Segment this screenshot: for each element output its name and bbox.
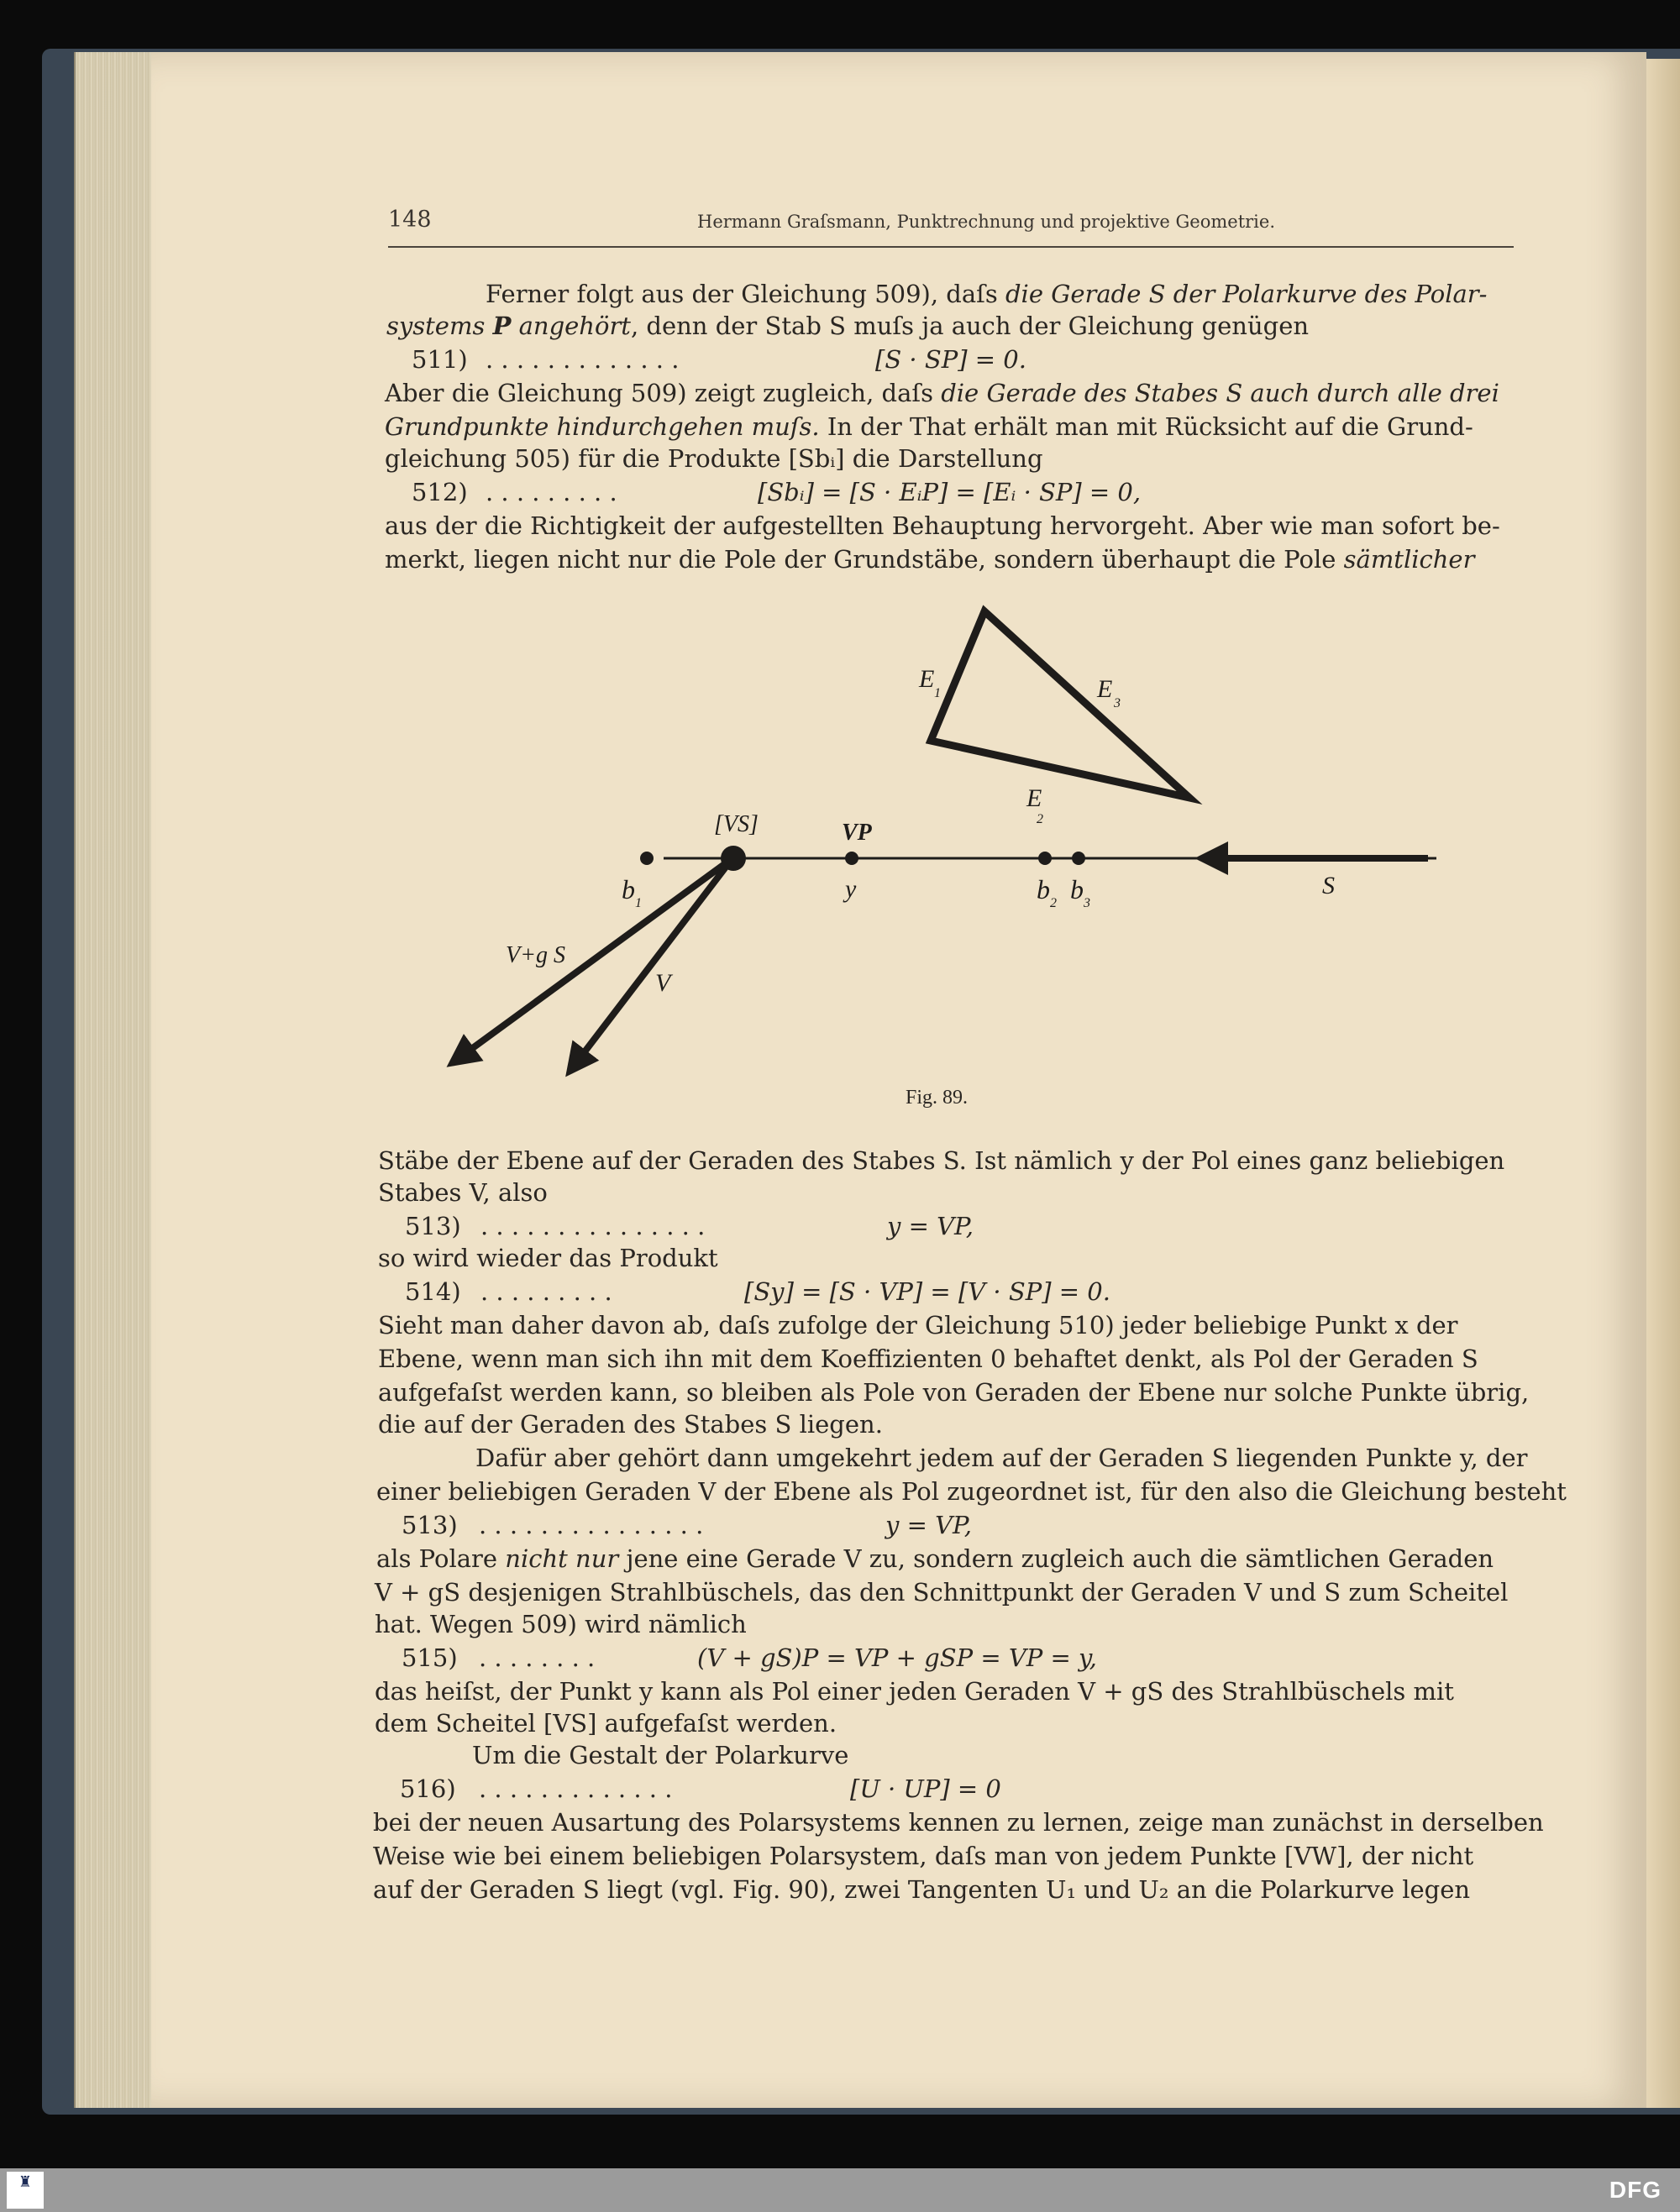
- dfg-logo: DFG: [1609, 2177, 1662, 2203]
- label-e2: E: [1026, 784, 1042, 812]
- equation-number: 515): [402, 1643, 458, 1672]
- page-edges: [74, 52, 155, 2108]
- italic-span: systems: [386, 312, 493, 340]
- label-b2: b: [1037, 874, 1050, 904]
- running-title: Hermann Graſsmann, Punktrechnung und projektive Geometrie.: [697, 212, 1276, 232]
- viewer-footer-bar: [0, 2168, 1680, 2212]
- next-page-edge: [1646, 59, 1680, 2108]
- italic-span: die Gerade S der Polarkurve des Polar-: [1005, 280, 1488, 308]
- point-b3: [1072, 852, 1085, 865]
- text-span: In der That erhält man mit Rücksicht auf die Grund-: [819, 412, 1473, 441]
- equation-formula: (V + gS)P = VP + gSP = VP = y,: [697, 1643, 1097, 1672]
- label-e3: E: [1097, 675, 1113, 703]
- text-span: als Polare: [376, 1544, 506, 1573]
- figure-89: [420, 588, 1512, 1109]
- text-line: [386, 309, 1309, 343]
- equation-formula: [S · SP] = 0.: [875, 345, 1026, 374]
- library-logo: ♜: [7, 2172, 44, 2209]
- equation-formula: [Sbᵢ] = [S · EᵢP] = [Eᵢ · SP] = 0,: [758, 478, 1142, 506]
- text-line: [385, 376, 1499, 410]
- text-line: V + gS desjenigen Strahlbüschels, das den Schnittpunkt der Geraden V und S zum Scheitel: [375, 1578, 1509, 1607]
- page-number: 148: [388, 207, 432, 233]
- text-line: [486, 277, 1487, 311]
- text-line: so wird wieder das Produkt: [378, 1244, 718, 1272]
- label-s: S: [1322, 872, 1335, 899]
- point-vs: [721, 846, 746, 871]
- label-e1: E: [919, 665, 935, 693]
- text-line: dem Scheitel [VS] aufgefaſst werden.: [375, 1709, 837, 1738]
- text-line: gleichung 505) für die Produkte [Sbᵢ] die Darstellung: [385, 444, 1043, 473]
- header-rule: [388, 246, 1514, 248]
- text-span: jene eine Gerade V zu, sondern zugleich auch die sämtlichen Geraden: [618, 1544, 1494, 1573]
- text-line: bei der neuen Ausartung des Polarsystems kennen zu lernen, zeige man zunächst in derselben: [373, 1808, 1544, 1837]
- equation-leader: . . . . . . . . . . . . .: [486, 345, 680, 374]
- text-span: Ferner folgt aus der Gleichung 509), daſs: [486, 280, 1005, 308]
- point-b1: [640, 852, 654, 865]
- point-y: [845, 852, 858, 865]
- italic-span: Grundpunkte hindurchgehen muſs.: [385, 412, 820, 441]
- text-line: einer beliebigen Geraden V der Ebene als Pol zugeordnet ist, für den also die Gleichung besteht: [376, 1477, 1567, 1506]
- text-line: Stabes V, also: [378, 1178, 548, 1207]
- arrow-v-plus-gs: [452, 858, 732, 1063]
- point-b2: [1038, 852, 1052, 865]
- equation-leader: . . . . . . . . . . . . . . .: [479, 1511, 704, 1539]
- equation-number: 511): [412, 345, 468, 374]
- text-span: merkt, liegen nicht nur die Pole der Grundstäbe, sondern überhaupt die Pole: [385, 545, 1344, 574]
- equation-number: 516): [400, 1774, 456, 1803]
- label-y: y: [845, 875, 857, 903]
- label-e2-sub: 2: [1037, 812, 1043, 826]
- equation-leader: . . . . . . . . .: [486, 478, 617, 506]
- text-line: auf der Geraden S liegt (vgl. Fig. 90), zwei Tangenten U₁ und U₂ an die Polarkurve legen: [373, 1875, 1471, 1904]
- italic-span: sämtlicher: [1343, 545, 1475, 574]
- label-e1-sub: 1: [934, 686, 941, 700]
- text-line: Ebene, wenn man sich ihn mit dem Koeffizienten 0 behaftet denkt, als Pol der Geraden S: [378, 1344, 1478, 1373]
- equation-number: 514): [405, 1277, 461, 1306]
- text-line: aus der die Richtigkeit der aufgestellten Behauptung hervorgeht. Aber wie man sofort be-: [385, 511, 1500, 540]
- text-span: Aber die Gleichung 509) zeigt zugleich, daſs: [385, 379, 942, 407]
- equation-leader: . . . . . . . . . . . . . . .: [480, 1212, 706, 1240]
- equation-leader: . . . . . . . . .: [480, 1277, 612, 1306]
- label-b1: b: [622, 874, 635, 904]
- label-e3-sub: 3: [1114, 696, 1121, 710]
- text-line: Dafür aber gehört dann umgekehrt jedem auf der Geraden S liegenden Punkte y, der: [475, 1444, 1528, 1472]
- text-line: hat. Wegen 509) wird nämlich: [375, 1610, 747, 1638]
- label-b3: b: [1070, 874, 1084, 904]
- equation-formula: y = VP,: [887, 1212, 974, 1240]
- text-line: Weise wie bei einem beliebigen Polarsystem, daſs man von jedem Punkte [VW], der nicht: [373, 1842, 1474, 1870]
- italic-span: die Gerade des Stabes S auch durch alle drei: [941, 379, 1499, 407]
- bold-symbol: P: [492, 312, 512, 340]
- text-line: Sieht man daher davon ab, daſs zufolge der Gleichung 510) jeder beliebige Punkt x der: [378, 1311, 1458, 1339]
- text-line: das heiſst, der Punkt y kann als Pol einer jeden Geraden V + gS des Strahlbüschels mit: [375, 1677, 1454, 1706]
- equation-leader: . . . . . . . . . . . . .: [479, 1774, 673, 1803]
- italic-span: nicht nur: [505, 1544, 619, 1573]
- label-vp: VP: [842, 820, 872, 846]
- label-v-plus-gs: V+g S: [506, 942, 565, 968]
- italic-span: angehört: [511, 312, 631, 340]
- equation-formula: y = VP,: [885, 1511, 972, 1539]
- label-b1-sub: 1: [635, 896, 642, 910]
- text-span: , denn der Stab S muſs ja auch der Gleichung genügen: [630, 312, 1310, 340]
- equation-number: 513): [405, 1212, 461, 1240]
- text-line: die auf der Geraden des Stabes S liegen.: [378, 1410, 883, 1439]
- text-line: Um die Gestalt der Polarkurve: [472, 1741, 849, 1769]
- triangle-e1-e2-e3: [931, 611, 1189, 798]
- text-line: [385, 543, 1474, 576]
- figure-caption: Fig. 89.: [906, 1087, 969, 1109]
- label-b3-sub: 3: [1084, 896, 1090, 910]
- equation-leader: . . . . . . . .: [479, 1643, 596, 1672]
- equation-formula: [U · UP] = 0: [850, 1774, 1001, 1803]
- text-line: [376, 1542, 1494, 1575]
- label-v: V: [655, 969, 671, 997]
- text-line: aufgefaſst werden kann, so bleiben als Pole von Geraden der Ebene nur solche Punkte übrig,: [378, 1378, 1530, 1407]
- label-vs: [VS]: [714, 811, 759, 837]
- equation-number: 512): [412, 478, 468, 506]
- equation-number: 513): [402, 1511, 458, 1539]
- text-line: [385, 410, 1473, 443]
- arrow-v: [570, 858, 732, 1072]
- text-line: Stäbe der Ebene auf der Geraden des Stabes S. Ist nämlich y der Pol eines ganz beliebigen: [378, 1146, 1505, 1175]
- label-b2-sub: 2: [1050, 896, 1057, 910]
- equation-formula: [Sy] = [S · VP] = [V · SP] = 0.: [744, 1277, 1110, 1306]
